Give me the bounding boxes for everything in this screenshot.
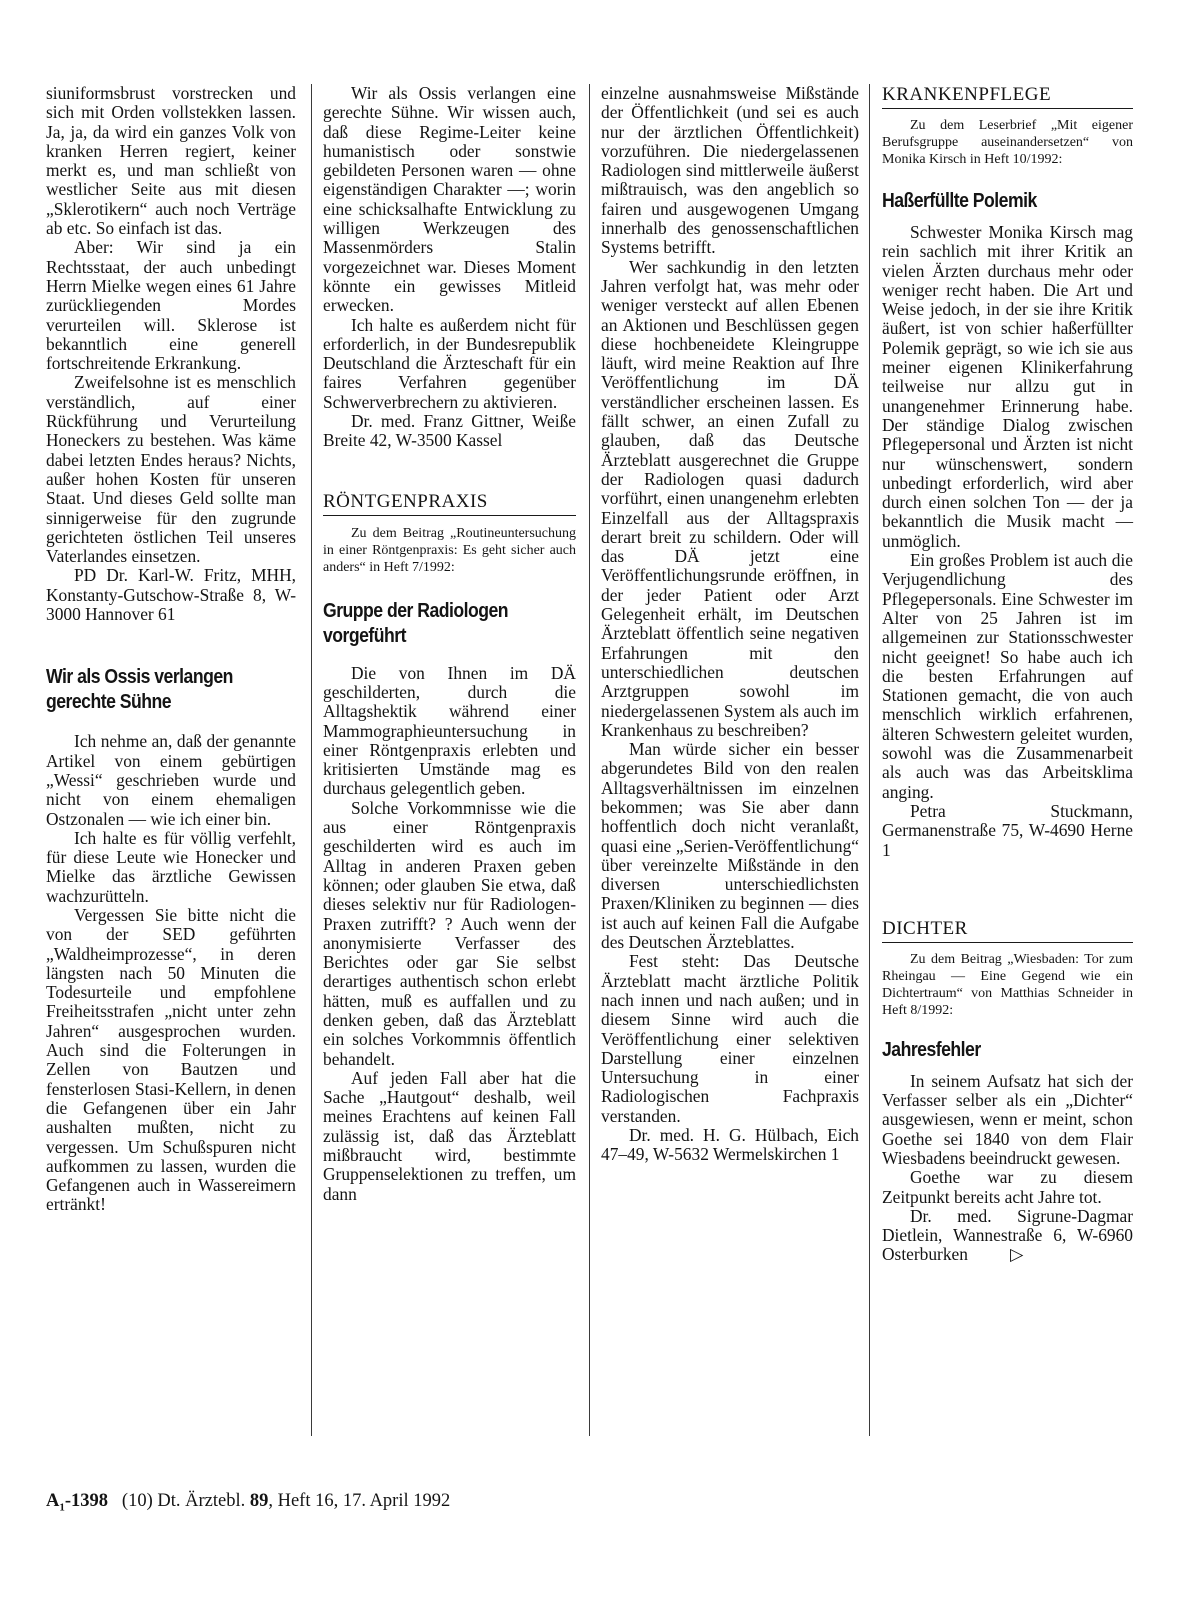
continue-arrow-icon: ▷ (1009, 1244, 1024, 1265)
column-1 (46, 84, 296, 1215)
paragraph: Wir als Ossis verlangen eine gerechte Sühne. Wir wissen auch, daß diese Regime-Leiter keine humanistisch oder sonstwie gebildeten Personen waren — ohne eigenständigen Charakter —; worin eine schicksalhafte Entwicklung zu willigen Werkzeugen des Massenmörders Stalin vorgezeichnet war. Dieses Moment könnte ein gewisses Mitleid erwecken. (323, 83, 576, 316)
page-num: -1398 (64, 1491, 109, 1511)
headline: Jahresfehler (882, 1037, 981, 1061)
paragraph: Ich halte es für völlig verfehlt, für diese Leute wie Honecker und Mielke das ärztliche Gewissen wachzurütteln. (46, 827, 296, 906)
signature: Petra Stuckmann, Germanenstraße 75, W-4690 Herne 1 (882, 800, 1133, 860)
journal-name: (10) Dt. Ärztebl. (121, 1491, 246, 1511)
paragraph: Goethe war zu diesem Zeitpunkt bereits acht Jahre tot. (882, 1167, 1133, 1207)
paragraph: Wer sachkundig in den letzten Jahren verfolgt hat, was mehr oder weniger versteckt auf allen Ebenen an Aktionen und Beschlüssen gegen diese hochbeneidete Kleingruppe läuft, wird meine Reaktion auf Ihre Veröffentlichung im DÄ verständlicher erscheinen lassen. Es fällt schwer, an einen Zufall zu glauben, daß das Deutsche Ärzteblatt ausgerechnet die Gruppe der Radiologen quasi dadurch vorführt, einen unangenehm erlebten Einzelfall aus der Alltagspraxis derart breit zu schildern. Oder will das DÄ jetzt eine Veröffentlichungsrunde eröffnen, in der jeder Patient oder Arzt Gelegenheit erhält, im Deutschen Ärzteblatt öffentlich seine negativen Erfahrungen mit den unterschiedlichen deutschen Arztgruppen sowohl im niedergelassenen System als auch im Krankenhaus zu beschreiben? (601, 256, 859, 740)
paragraph: einzelne ausnahmsweise Mißstände der Öffentlichkeit (und sei es auch nur der ärztlichen Öffentlichkeit) vorzuführen. Die niedergelassenen Radiologen sind mittlerweile äußerst mißtrauisch, was den angeblich so fairen und ausgewogenen Umgang innerhalb des genossenschaftlichen Systems betrifft. (601, 83, 859, 258)
paragraph: In seinem Aufsatz hat sich der Verfasser selber als ein „Dichter“ ausgewiesen, wenn er meint, schon Goethe sei 1840 von dem Flair Wiesbadens beeindruckt gewesen. (882, 1070, 1133, 1168)
signature: Dr. med. Franz Gittner, Weiße Breite 42, W-3500 Kassel (323, 411, 576, 451)
column-rule-1 (311, 84, 312, 1436)
page-subscript: 1 (59, 1501, 65, 1514)
paragraph: Die von Ihnen im DÄ geschilderten, durch die Alltagshektik während einer Mammographieuntersuchung in einer Röntgenpraxis erlebten und kritisierten Umstände mag es durchaus gelegentlich geben. (323, 662, 576, 799)
signature-text: Dr. med. Sigrune-Dagmar Dietlein, Wannestraße 6, W-6960 Osterburken (882, 1205, 1133, 1265)
headline: Haßerfüllte Polemik (882, 189, 1037, 212)
page-number (46, 1491, 109, 1514)
page-letter: A (46, 1491, 60, 1511)
paragraph: Zweifelsohne ist es menschlich verständlich, auf einer Rückführung und Verurteilung Honeckers zu bestehen. Was käme dabei letzten Endes heraus? Nichts, außer hohen Kosten für unseren Staat. Und dieses Geld sollte man sinnigerweise für den zugrunde gerichteten östlichen Teil unseres Vaterlandes einsetzen. (46, 372, 296, 567)
paragraph: Solche Vorkommnisse wie die aus einer Röntgenpraxis geschilderten wird es auch im Alltag in anderen Praxen geben können; oder glauben Sie etwa, daß dieses selektiv nur für Radiologen-Praxen zutrifft? ? Auch wenn der anonymisierte Verfasser des Berichtes oder gar Sie selbst derartiges authentisch schon erlebt hätten, muß es auffallen und zu denken geben, daß das Ärzteblatt ein solches Vorkommnis öffentlich behandelt. (323, 797, 576, 1069)
headline: Wir als Ossis verlangen gerechte Sühne (46, 665, 233, 714)
headline: Gruppe der Radiologen vorgeführt (323, 598, 509, 647)
paragraph: Schwester Monika Kirsch mag rein sachlich mit ihrer Kritik an vielen Ärzten durchaus mehr oder weniger recht haben. Die Art und Weise jedoch, in der sie ihre Kritik äußert, ist von schier haßerfüllter Polemik geprägt, so wie ich sie aus meiner eigenen Klinikerfahrung teilweise nur allzu gut in unangenehmer Erinnerung habe. Der ständige Dialog zwischen Pflegepersonal und Ärzten ist nicht nur wünschenswert, sondern unbedingt erforderlich, wird aber durch einen solchen Ton — der ja bekanntlich die Musik macht — unmöglich. (882, 222, 1133, 551)
signature: PD Dr. Karl-W. Fritz, MHH, Konstanty-Gutschow-Straße 8, W-3000 Hannover 61 (46, 565, 296, 625)
paragraph: Aber: Wir sind ja ein Rechtsstaat, der auch unbedingt Herrn Mielke wegen eines 61 Jahre zurückliegenden Mordes verurteilen will. Sklerose ist bekanntlich eine generell fortschreitende Erkrankung. (46, 237, 296, 374)
paragraph: Ich nehme an, daß der genannte Artikel von einem gebürtigen „Wessi“ geschrieben wurde und nicht von einem ehemaligen Ostzonalen — wie ich einer bin. (46, 731, 296, 829)
paragraph: Fest steht: Das Deutsche Ärzteblatt macht ärztliche Politik nach innen und nach außen; und in diesem Sinne wird auch die Veröffentlichung einer selektiven Darstellung einer einzelnen Untersuchung in einer Radiologischen Fachpraxis verstanden. (601, 951, 859, 1126)
issue-date: , Heft 16, 17. April 1992 (268, 1491, 451, 1511)
intro-note: Zu dem Beitrag „Routineuntersuchung in einer Röntgenpraxis: Es geht sicher auch anders“ in Heft 7/1992: (323, 525, 576, 575)
paragraph: siuniformsbrust vorstrecken und sich mit Orden vollstekken lassen. Ja, ja, da wird ein ganzes Volk von kranken Herren regiert, keiner merkt es, und man schließt von westlicher Seite aus mit diesen „Sklerotikern“ auch noch Verträge ab etc. So einfach ist das. (46, 83, 296, 239)
paragraph: Vergessen Sie bitte nicht die von der SED geführten „Waldheimprozesse“, in deren längsten nach 50 Minuten die Todesurteile und empfohlene Freiheitsstrafen „nicht unter zehn Jahren“ ausgesprochen wurden. Auch sind die Folterungen in Zellen von Bautzen und fensterlosen Stasi-Kellern, in denen die Gefangenen über ein Jahr aushalten mußten, nicht zu vergessen. Um Schußspuren nicht aufkommen zu lassen, wurden die Gefangenen auch in Wassereimern ertränkt! (46, 904, 296, 1215)
signature (882, 1207, 1133, 1265)
paragraph: Auf jeden Fall aber hat die Sache „Hautgout“ deshalb, weil meines Erachtens auf keinen Fall zulässig ist, daß das Ärzteblatt mißbraucht wird, bestimmte Gruppenselektionen zu treffen, um dann (323, 1067, 576, 1204)
signature: Dr. med. H. G. Hülbach, Eich 47–49, W-5632 Wermelskirchen 1 (601, 1125, 859, 1165)
column-3 (601, 84, 859, 1165)
paragraph: Ich halte es außerdem nicht für erforderlich, in der Bundesrepublik Deutschland die Ärzteschaft für ein faires Verfahren gegenüber Schwerverbrechern zu aktivieren. (323, 314, 576, 412)
intro-note: Zu dem Leserbrief „Mit eigener Berufsgruppe auseinandersetzen“ von Monika Kirsch in Heft 10/1992: (882, 118, 1133, 167)
column-rule-2 (589, 84, 590, 1436)
section-heading: KRANKENPFLEGE (882, 84, 1133, 109)
intro-note: Zu dem Beitrag „Wiesbaden: Tor zum Rheingau — Eine Gegend wie ein Dichtertraum“ von Matthias Schneider in Heft 8/1992: (882, 951, 1133, 1018)
page-footer (46, 1491, 450, 1514)
volume: 89 (249, 1491, 269, 1511)
section-heading: RÖNTGENPRAXIS (323, 491, 576, 516)
column-2 (323, 84, 576, 1204)
section-heading: DICHTER (882, 918, 1133, 943)
paragraph: Man würde sicher ein besser abgerundetes Bild von den realen Alltagsverhältnissen im einzelnen bekommen; was Sie aber dann hoffentlich doch nicht veranlaßt, quasi eine „Serien-Veröffentlichung“ über vereinzelte Mißstände in den diversen unterschiedlichsten Praxen/Kliniken zu beginnen — dies ist auch auf keinen Fall die Aufgabe des Deutschen Ärzteblattes. (601, 739, 859, 953)
column-rule-3 (869, 84, 870, 1436)
paragraph: Ein großes Problem ist auch die Verjugendlichung des Pflegepersonals. Eine Schwester im Alter von 25 Jahren ist im allgemeinen zur Stationsschwester nicht geeignet! So habe auch ich die besten Erfahrungen auf Stationen gemacht, die von auch menschlich wirklich erfahrenen, älteren Schwestern geleitet wurden, sowohl was die Zusammenarbeit als auch was das Arbeitsklima anging. (882, 550, 1133, 802)
column-4 (882, 84, 1133, 1265)
